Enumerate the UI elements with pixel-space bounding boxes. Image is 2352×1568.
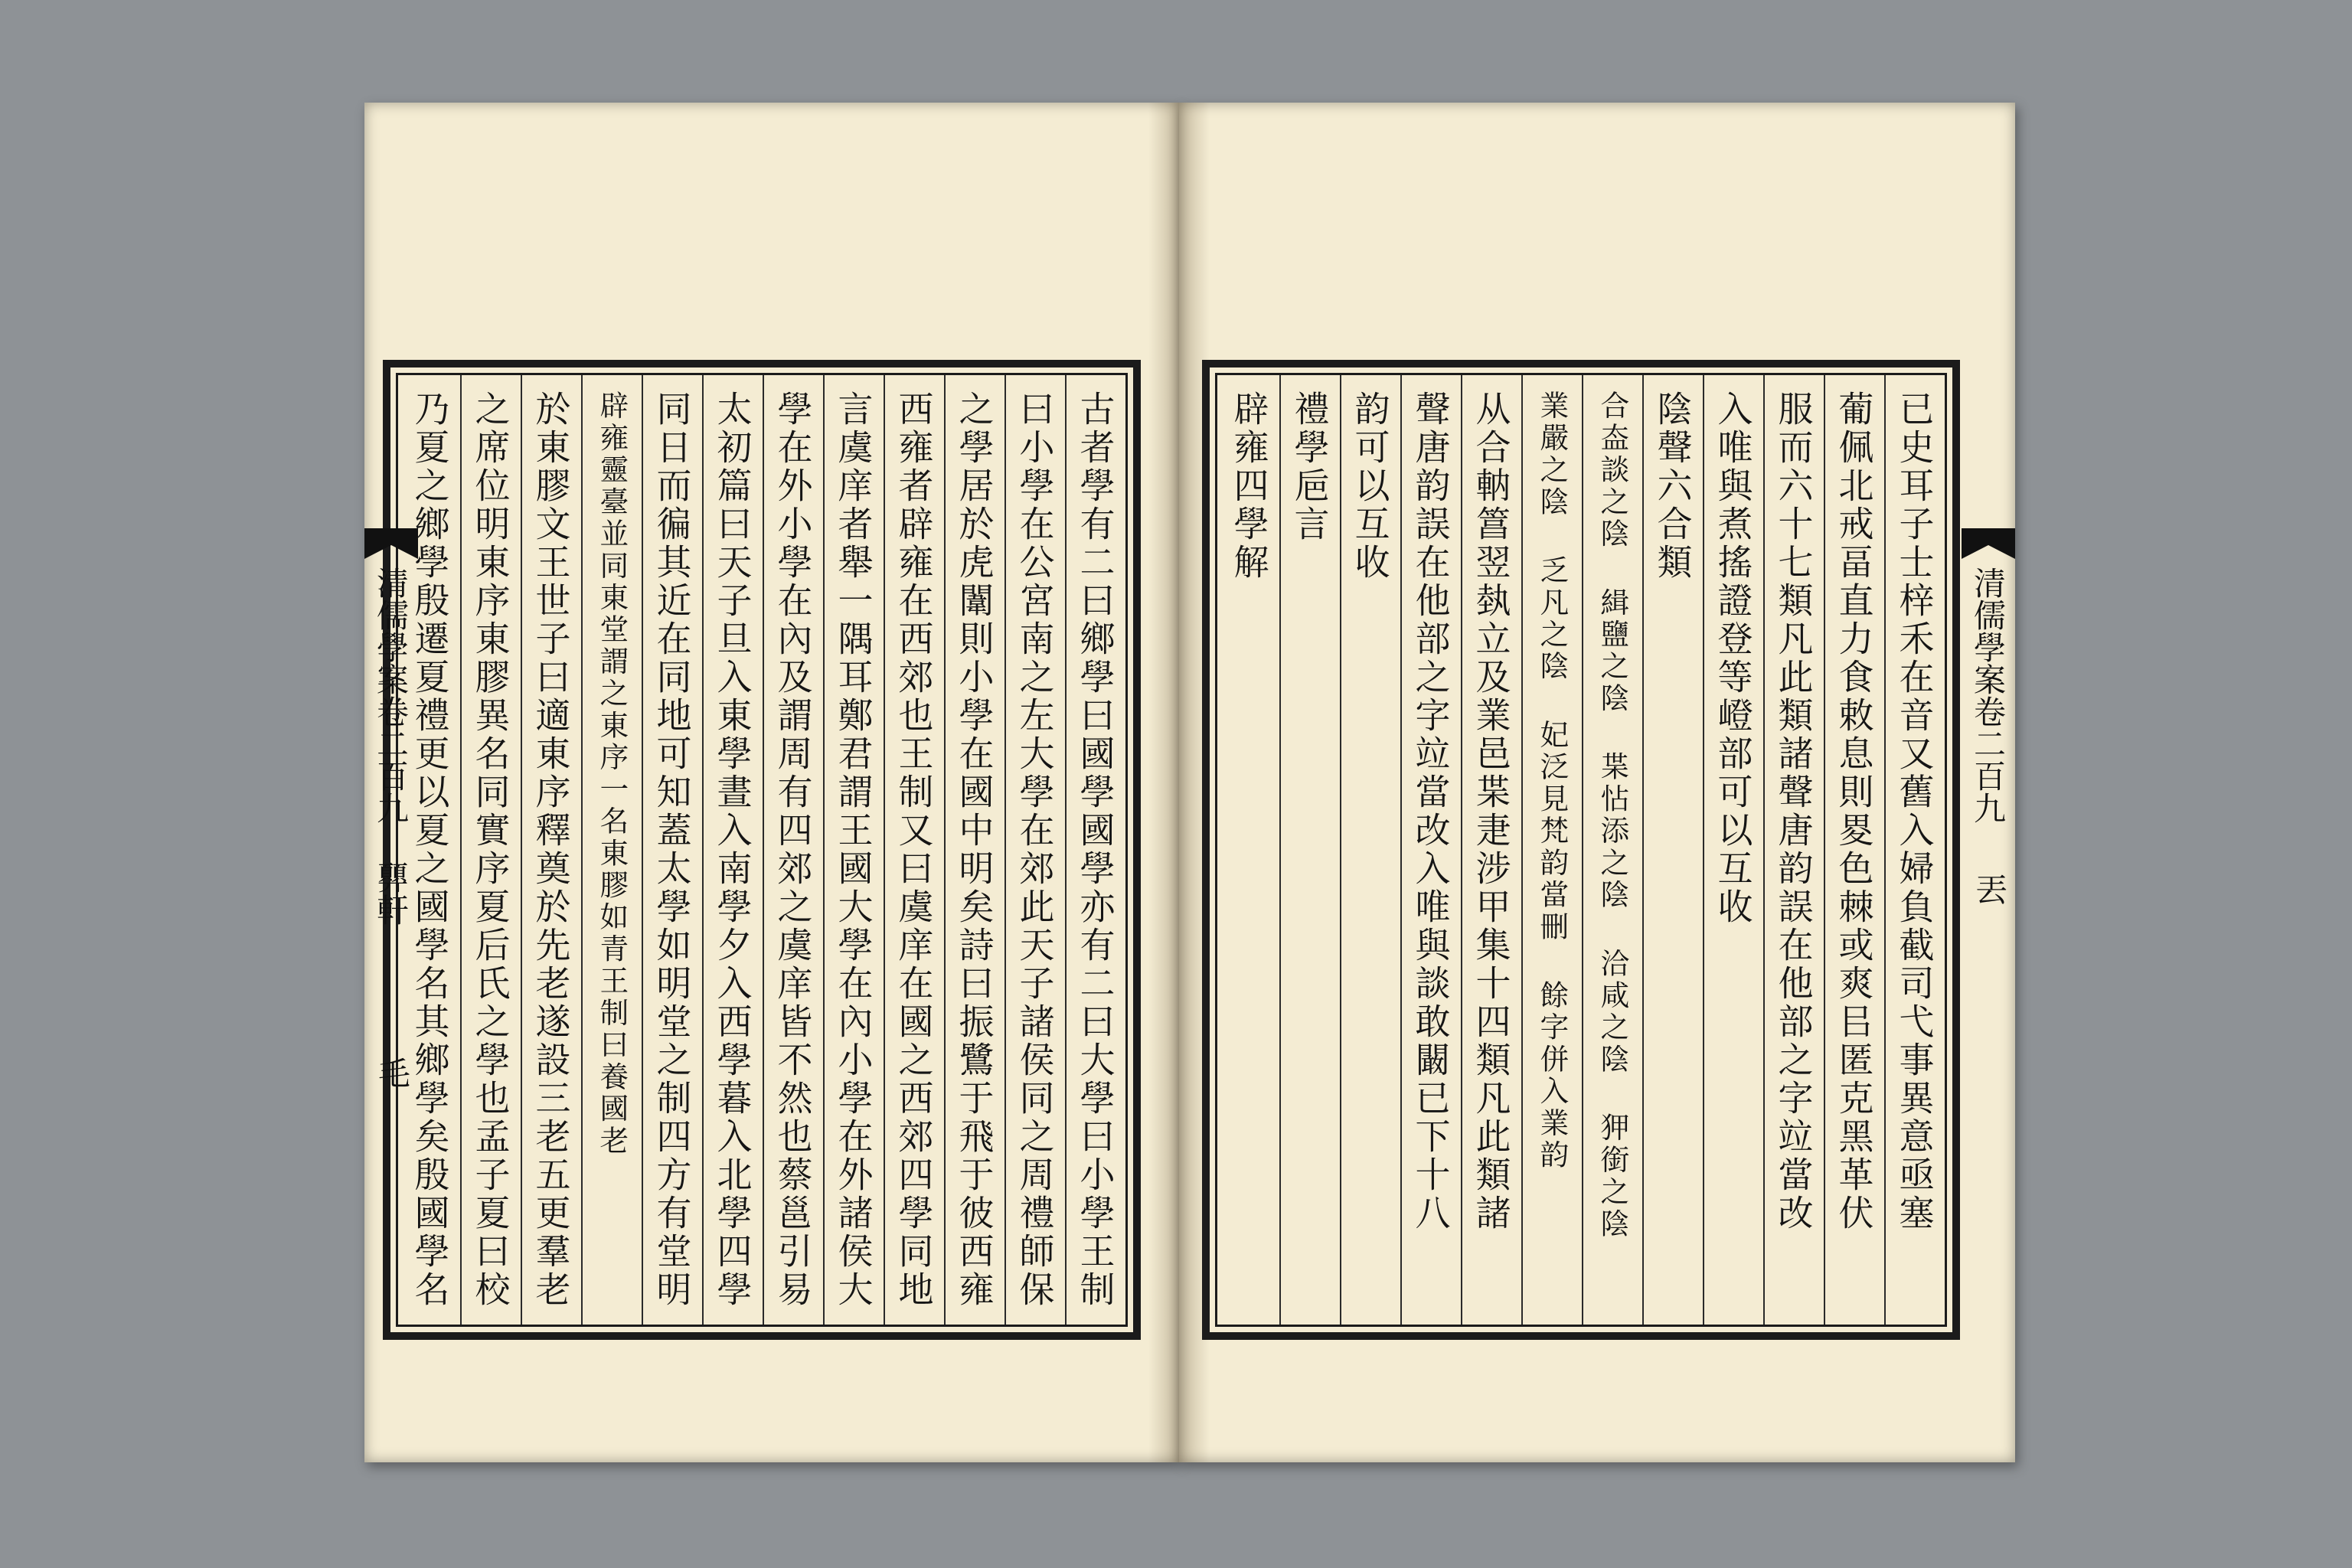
- text-column: 古者學有二曰鄉學曰國學國學亦有二曰大學曰小學王制: [1074, 390, 1116, 1309]
- book-gutter: [1148, 103, 1210, 1462]
- right-margin-label: 清儒學案卷二百九: [1969, 567, 2007, 824]
- column-rule: [1004, 375, 1006, 1325]
- column-rule: [1582, 375, 1583, 1325]
- text-column: 服而六十七類凡此類諸聲唐韵誤在他部之字竝當改: [1772, 390, 1815, 1233]
- text-column: 聲唐韵誤在他部之字竝當改入唯與談敢闞已下十八: [1410, 390, 1452, 1233]
- column-rule: [1461, 375, 1462, 1325]
- text-column: 陰聲六合類: [1651, 390, 1694, 582]
- left-page-number: 毛: [374, 1057, 411, 1089]
- text-column: 太初篇曰天子旦入東學晝入南學夕入西學暮入北學四學: [711, 390, 753, 1309]
- column-rule: [581, 375, 583, 1325]
- text-column: 同日而徧其近在同地可知蓋太學如明堂之制四方有堂明: [651, 390, 693, 1309]
- column-rule: [521, 375, 522, 1325]
- text-column: 合盇談之陰 緝鹽之陰 枼怗添之陰 洽咸之陰 狎銜之陰: [1596, 390, 1630, 1240]
- column-rule: [642, 375, 643, 1325]
- column-rule: [702, 375, 704, 1325]
- column-rule: [1884, 375, 1886, 1325]
- column-rule: [460, 375, 462, 1325]
- text-column: 辟雍四學解: [1228, 390, 1270, 582]
- text-column: 乃夏之鄉學殷遷夏禮更以夏之國學名其鄉學矣殷國學名: [409, 390, 451, 1309]
- column-rule: [1521, 375, 1523, 1325]
- column-rule: [1065, 375, 1067, 1325]
- column-rule: [1400, 375, 1402, 1325]
- text-column: 之席位明東序東膠異名同實序夏后氏之學也孟子夏曰校: [469, 390, 511, 1309]
- text-column: 禮學巵言: [1289, 390, 1331, 544]
- text-column: 於東膠文王世子曰適東序釋奠於先老遂設三老五更羣老: [530, 390, 572, 1309]
- text-column: 西雍者辟雍在西郊也王制又曰虞庠在國之西郊四學同地: [893, 390, 935, 1309]
- column-rule: [1703, 375, 1704, 1325]
- column-rule: [1340, 375, 1341, 1325]
- text-column: 已史耳子士梓禾在音又舊入婦負截司弋事異意亟塞: [1893, 390, 1936, 1233]
- column-rule: [1763, 375, 1765, 1325]
- text-column: 言虞庠者舉一隅耳鄭君謂王國大學在內小學在外諸侯大: [832, 390, 874, 1309]
- right-page-number: 丟: [1971, 873, 2008, 905]
- text-column: 韵可以互收: [1349, 390, 1391, 582]
- column-rule: [884, 375, 885, 1325]
- left-margin-label: 清儒學案卷二百九 顨軒: [372, 567, 410, 926]
- column-rule: [763, 375, 764, 1325]
- text-column: 辟雍靈臺並同東堂謂之東序一名東膠如青王制曰養國老: [595, 390, 629, 1158]
- column-rule: [944, 375, 946, 1325]
- text-column: 葡佩北戒畐直力食敕息則畟色棘或爽㠯匿克黑革伏: [1833, 390, 1875, 1233]
- text-column: 从合軜䈞翌埶立及業邑枼疌涉甲集十四類凡此類諸: [1470, 390, 1512, 1233]
- column-rule: [823, 375, 825, 1325]
- text-column: 之學居於虎闈則小學在國中明矣詩曰振鷺于飛于彼西雍: [953, 390, 995, 1309]
- text-column: 業嚴之陰 乏凡之陰 妃泛見梵韵當刪 餘字併入業韵: [1535, 390, 1570, 1172]
- column-rule: [1824, 375, 1825, 1325]
- column-rule: [1642, 375, 1644, 1325]
- text-column: 學在外小學在內及謂周有四郊之虞庠皆不然也蔡邕引易: [772, 390, 814, 1309]
- column-rule: [1279, 375, 1281, 1325]
- text-column: 曰小學在公宮南之左大學在郊此天子諸侯同之周禮師保: [1014, 390, 1056, 1309]
- text-column: 入唯與煮搖證登等嶝部可以互收: [1712, 390, 1754, 926]
